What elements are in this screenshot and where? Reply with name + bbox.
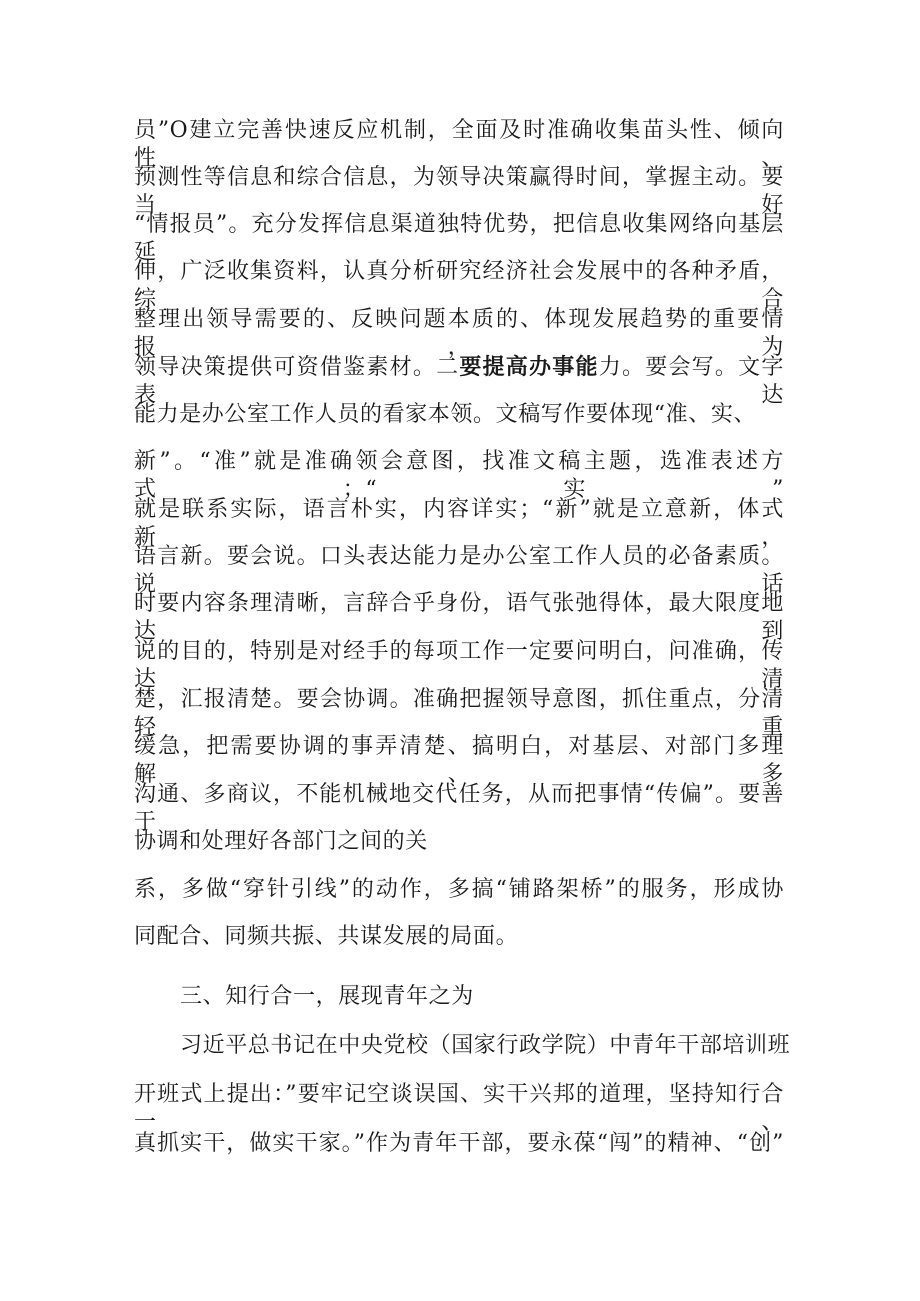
text-line: 同配合、同频共振、共谋发展的局面。 [134, 924, 519, 949]
text-line: 预测性等信息和综合信息，为领导决策赢得时间，掌握主动。要当好 [134, 165, 784, 218]
text-line: 就是联系实际，语言朴实，内容详实；“新”就是立意新，体式新， [134, 497, 784, 550]
text-line: 新”。“准”就是准确领会意图，找准文稿主题，选准表述方式；“实” [134, 449, 784, 502]
text-line: 整理出领导需要的、反映问题本质的、体现发展趋势的重要情报，为 [134, 307, 784, 360]
text-line: 员”O建立完善快速反应机制，全面及时准确收集苗头性、倾向性、 [134, 118, 784, 171]
text-line: 系，多做“穿针引线”的动作，多搞“铺路架桥”的服务，形成协 [134, 877, 784, 902]
text-line: 开班式上提出：”要牢记空谈误国、实干兴邦的道理，坚持知行合一、 [134, 1082, 784, 1135]
text-segment: 领导决策提供可资借鉴素材。二 [134, 355, 460, 380]
text-line-with-bold [134, 353, 784, 408]
text-line: 语言新。要会说。口头表达能力是办公室工作人员的必备素质。说话 [134, 544, 784, 597]
text-line: 沟通、多商议，不能机械地交代任务，从而把事情“传偏”。要善于 [134, 782, 784, 835]
text-line: 真抓实干，做实干家。”作为青年干部，要永葆“闯”的精神、“创” [134, 1131, 784, 1156]
text-line: 楚，汇报清楚。要会协调。准确把握领导意图，抓住重点，分清轻重 [134, 687, 784, 740]
section-heading: 三、知行合一，展现青年之为 [180, 984, 474, 1009]
bold-phrase: 要提高办事能 [459, 354, 599, 380]
text-line: 协调和处理好各部门之间的关 [134, 829, 428, 854]
text-line: 习近平总书记在中央党校（国家行政学院）中青年干部培训班 [180, 1033, 791, 1058]
text-line: 缓急，把需要协调的事弄清楚、搞明白，对基层、对部门多理解、多 [134, 734, 784, 787]
text-line: 能力是办公室工作人员的看家本领。文稿写作要体现“准、实、 [134, 402, 757, 427]
text-line: 伸，广泛收集资料，认真分析研究经济社会发展中的各种矛盾，综合 [134, 259, 784, 312]
text-line: “情报员”。充分发挥信息渠道独特优势，把信息收集网络向基层延 [134, 212, 784, 265]
text-line: 说的目的，特别是对经手的每项工作一定要问明白，问准确，传达清 [134, 639, 784, 692]
text-line: 时要内容条理清晰，言辞合乎身份，语气张弛得体，最大限度地达到 [134, 591, 784, 644]
text-segment: 力。要会写。文字表达 [134, 355, 784, 408]
